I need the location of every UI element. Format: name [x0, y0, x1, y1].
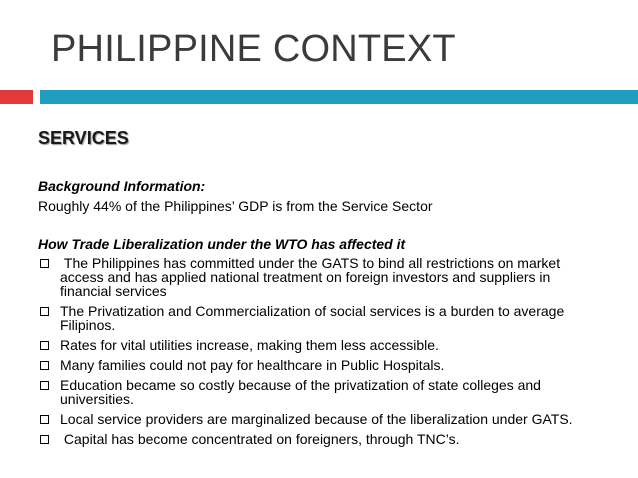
hollow-square-bullet-icon [40, 381, 49, 390]
list-item [38, 358, 598, 372]
list-item [38, 432, 598, 446]
hollow-square-bullet-icon [40, 415, 49, 424]
list-item-text: Rates for vital utilities increase, making them less accessible. [60, 337, 439, 353]
hollow-square-bullet-icon [40, 259, 49, 268]
background-text: Roughly 44% of the Philippines’ GDP is from the Service Sector [38, 198, 433, 214]
list-item [38, 256, 598, 298]
effects-heading: How Trade Liberalization under the WTO has affected it [38, 236, 406, 252]
list-item-text: The Privatization and Commercialization of social services is a burden to average Filipinos. [60, 303, 565, 333]
section-heading: SERVICES [38, 128, 129, 148]
accent-bar-red [0, 90, 33, 104]
list-item [38, 338, 598, 352]
effects-list [38, 256, 598, 452]
hollow-square-bullet-icon [40, 341, 49, 350]
hollow-square-bullet-icon [40, 435, 49, 444]
list-item-text: Education became so costly because of the privatization of state colleges and universities. [60, 377, 541, 407]
page-title: PHILIPPINE CONTEXT [51, 28, 456, 70]
accent-bar-blue [40, 90, 638, 104]
list-item-text: The Philippines has committed under the GATS to bind all restrictions on market access and has applied national treatment on foreign investors and suppliers in financial services [60, 255, 564, 299]
hollow-square-bullet-icon [40, 361, 49, 370]
list-item [38, 304, 598, 332]
list-item [38, 412, 598, 426]
list-item [38, 378, 598, 406]
list-item-text: Local service providers are marginalized because of the liberalization under GATS. [60, 411, 573, 427]
hollow-square-bullet-icon [40, 307, 49, 316]
background-heading: Background Information: [38, 178, 206, 194]
list-item-text: Capital has become concentrated on foreigners, through TNC’s. [60, 431, 460, 447]
list-item-text: Many families could not pay for healthcare in Public Hospitals. [60, 357, 445, 373]
